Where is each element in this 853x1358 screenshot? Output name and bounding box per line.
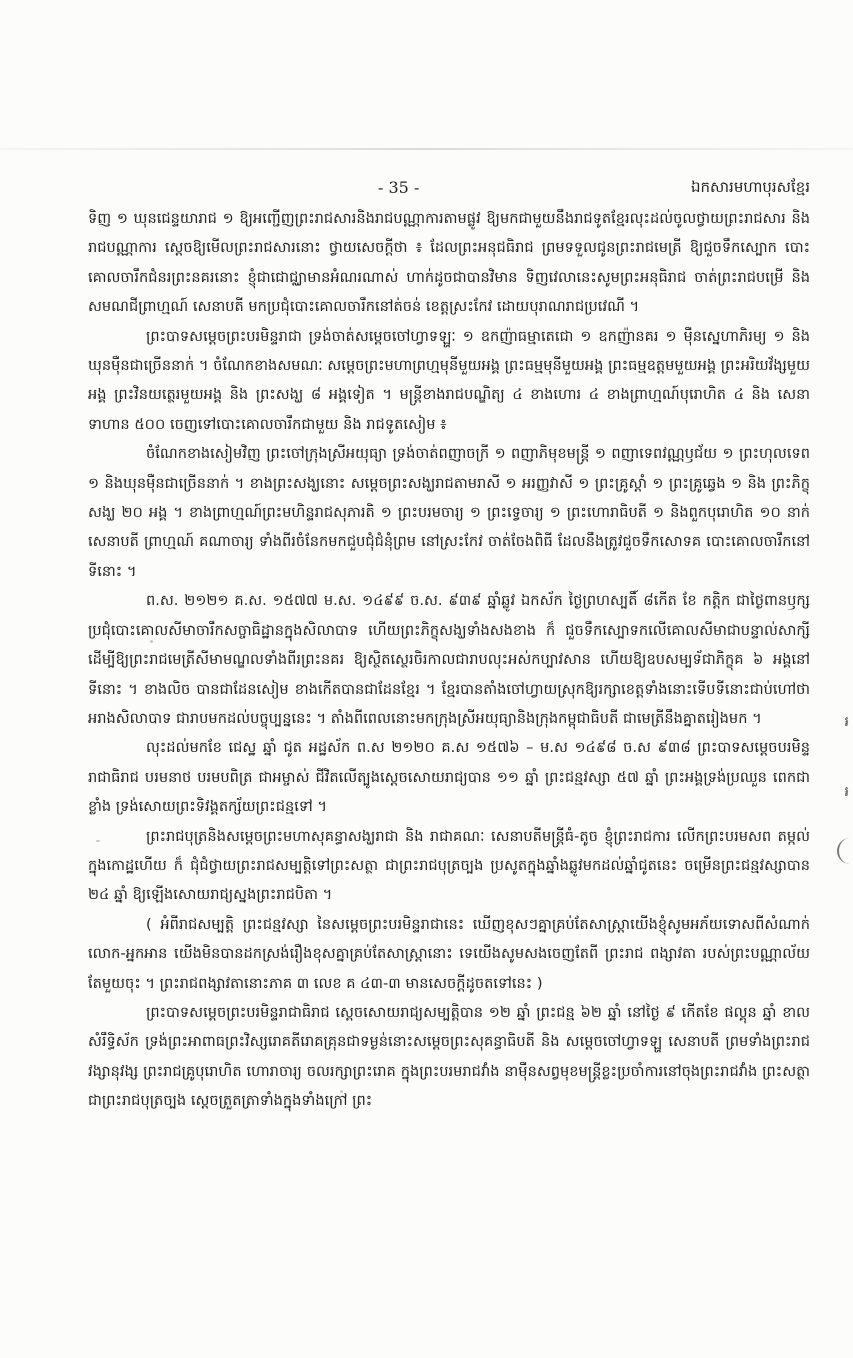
- paragraph: ព.ស. ២១២១ គ.ស. ១៥៧៧ ម.ស. ១៤៩៩ ច.ស. ៩៣៩ ឆ្នាំឆ្លូវ ឯកស័ក ថ្ងៃព្រហស្បតិ៍ ៨កើត ខែ កត្តិក ជាថ្ងៃពានឫក្ស ប្រជុំបោះគោលសីមាចារឹកសច្ចាធិដ្ឋានក្នុងសិលាបាទ ហើយព្រះភិក្ខុសង្ឃទាំងសងខាង ក៏ ជួចទឹកស្បោទកលើគោលសីមាជាបន្ទាល់សាក្សី ដើម្បីឱ្យព្រះរាជមេត្រីសីមាមណ្ឌលទាំងពីរព្រះនគរ ឱ្យស្ថិតស្ថេរចិរកាលជារាបលុះអស់កប្បាវសាន ហើយឱ្យឧបសម្បទ័ជាភិក្ខុគ ៦ អង្គនៅទីនោះ ។ ខាងលិច បានជាដែនសៀម ខាងកើតបានជាដែនខ្មែរ ។ ខ្មែរបានតាំងចៅហ្វាយស្រុកឱ្យរក្សាខេត្តទាំងនោះទើបទីនោះជាប់ហៅថា អរាងសិលាបាទ ជារាបមកដល់បច្ចុប្បន្ននេះ ។ តាំងពីពេលនោះមកក្រុងស្រីអយុធ្យានិងក្រុងកម្ពុជាធិបតី ជាមេត្រីនឹងគ្នាតរៀងមក ។: [88, 592, 810, 727]
- paragraph: លុះដល់មកខែ ជេស្ឋ ឆ្នាំ ជូត អដ្ឋស័ក ព.ស ២១២០ គ.ស ១៥៧៦ – ម.ស ១៤៩៨ ច.ស ៩៣៨ ព្រះបាទសម្តេចបរមិន្ទរាជាធិរាជ បរមនាថ បរមបពិត្រ ជាអម្ចាស់ ជីវិតលើត្បូងស្តេចសោយរាជ្យបាន ១១ ឆ្នាំ ព្រះជន្មវស្សា ៥៧ ឆ្នាំ ព្រះអង្គទ្រង់ប្រឈួន ពេកជាខ្លាំង ទ្រង់សោយព្រះទិវង្គតក្ស័យព្រះជន្មទៅ ។: [88, 739, 810, 816]
- paragraph: ចំណែកខាងសៀមវិញ ព្រះចៅក្រុងស្រីអយុធ្យា ទ្រង់ចាត់ពញាចក្រី ១ ពញាភិមុខមន្ត្រី ១ ពញាទេពវណ្ណឫជ័យ ១ ព្រះហុលទេព ១ និងឃុនម៉ឺនជាច្រើននាក់ ។ ខាងព្រះសង្ឃនោះ សម្តេចព្រះសង្ឃរាជតាមរាសី ១ អរញ្ញវាសី ១ ព្រះគ្រូស្តាំ ១ ព្រះគ្រូឆ្វេង ១ និង ព្រះភិក្ខុសង្ឃ ២០ អង្គ ។ ខាងព្រាហ្មណ៍ព្រះមហិន្ទរាជសុភារតិ ១ ព្រះបរមចារ្យ ១ ព្រះទ្វេចារ្យ ១ ព្រះហោរាធិបតី ១ និងពួកបុរោហិត ១០ នាក់ សេនាបតី ព្រាហ្មណ៍ គណាចារ្យ ទាំងពីរចំនែកមកជួបជុំជំនុំព្រម នៅស្រះកែវ ចាត់ចែងពិធី ដែលនឹងត្រូវជួចទឹកសោទគ បោះគោលចារឹកនៅទីនោះ ។: [88, 445, 810, 580]
- header-title: ឯកសារមហាបុរសខ្មែរ: [690, 178, 810, 196]
- paragraph: ទិញ ១ ឃុនជេន្ទយារាជ ១ ឱ្យអញ្ជើញព្រះរាជសារនិងរាជបណ្ណាការតាមផ្លូវ ឱ្យមកជាមួយនឹងរាជទូតខ្មែរលុះដល់ចូលថ្វាយព្រះរាជសារ និង រាជបណ្ណាការ ស្តេចឱ្យមើលព្រះរាជសារនោះ ថ្វាយសេចក្តីថា ៖ ដែលព្រះអនុជធិរាជ ព្រមទទួលជូនព្រះរាជមេត្រី ឱ្យជួចទឹកស្បោក បោះគោលចារឹកជំនរព្រះនគរនោះ ខ្ញុំជាជោជ្ឈាមានអំណរណាស់ ហាក់ដូចជាបានវិមាន ទិញវេលានេះសូមព្រះអនុធិរាជ ចាត់ព្រះរាជបម្រើ និង សមណជីព្រាហ្មណ៍ សេនាបតី មកប្រជុំបោះគោលចារឹកនៅត់ចន់ ខេត្តស្រះកែវ ដោយបុរាណរាជប្រវេណី ។: [88, 210, 810, 316]
- paragraph: ( អំពីរាជសម្បត្តិ ព្រះជន្មវស្សា នៃសម្តេចព្រះបរមិន្ទរាជានេះ ឃើញខុសៗគ្នាគ្រប់តែសាស្ត្រាយើងខ្ញុំសូមអភ័យទោសពីសំណាក់ លោក-អ្នកអាន យើងមិនបានដកស្រង់រឿងខុសគ្នាគ្រប់តែសាស្ត្រានោះ ទេយើងសូមសងចេញតែពី ព្រះរាជ ពង្សាវតា របស់ព្រះបណ្ណាល័យតែមួយចុះ ។ ព្រះរាជពង្សាវតានោះភាគ ៣ លេខ គ ៤៣-៣ មានសេចក្តីដូចតទៅនេះ ): [88, 915, 810, 992]
- paragraph: ព្រះបាទសម្តេចព្រះបរមិន្ទរាជាធិរាជ ស្តេចសោយរាជ្យសម្បត្តិបាន ១២ ឆ្នាំ ព្រះជន្ម ៦២ ឆ្នាំ នៅថ្ងៃ ៩ កើតខែ ផល្គុន ឆ្នាំ ខាល សំរឹទ្ធិស័ក ទ្រង់ព្រះអាពាធព្រះវិស្សរោគតីរោគគ្រុនជាទម្ងន់នោះសម្តេចព្រះសុគន្ធាធិបតី និង សម្តេចចៅហ្វាទឡ្ហ សេនាបតី ព្រមទាំងព្រះរាជវង្សានុវង្ស ព្រះរាជគ្រូបុរោហិត ហោរាចារ្យ ចលរក្សាព្រះរោគ ក្នុងព្រះបរមរាជវាំង នាម៉ឺនសព្វមុខមន្ត្រីខ្លះប្រចាំការនៅចុងព្រះរាជវាំង ព្រះសត្ថាជាព្រះរាជបុត្រច្បង ស្តេចត្រួតត្រាទាំងក្នុងទាំងក្រៅ ព្រះ: [88, 1003, 810, 1110]
- page-header: [80, 178, 810, 202]
- body-text: [88, 204, 810, 1339]
- margin-mark: ៛: [844, 784, 849, 800]
- paragraph: ព្រះរាជបុត្រនិងសម្តេចព្រះមហាសុគន្ធាសង្ឃរាជា និង រាជាគណៈ សេនាបតីមន្ត្រីធំ-តូច ខ្ញុំព្រះរាជការ លើកព្រះបរមសព តម្កល់ក្នុងកោដ្ឋហើយ ក៏ ជុំជំថ្វាយព្រះរាជសម្បត្តិទៅព្រះសត្ថា ជាព្រះរាជបុត្រច្បង ប្រសូតក្នុងឆ្នាំងឆ្លូវមកដល់ឆ្នាំជូតនេះ ចម្រើនព្រះជន្មវស្សាបាន ២៤ ឆ្នាំ ឱ្យឡើងសោយរាជ្យស្នងព្រះរាជបិតា ។: [88, 827, 810, 904]
- margin-mark: ៛: [844, 714, 849, 730]
- page-edge-mark: [837, 838, 853, 864]
- page-number: - 35 -: [378, 178, 420, 197]
- paragraph: ព្រះបាទសម្តេចព្រះបរមិន្ទរាជា ទ្រង់ចាត់សម្តេចចៅហ្វាទឡ្ហៈ ១ ឧកញ៉ាធម្មាតេជោ ១ ឧកញ៉ានគរ ១ ម៉ឺនស្នេហាភិរម្យ ១ និង ឃុនម៉ឺនជាច្រើននាក់ ។ ចំណែកខាងសមណៈ សម្តេចព្រះមហាព្រហ្មមុនីមួយអង្គ ព្រះធម្មមុនីមួយអង្គ ព្រះធម្មឧត្តមមួយអង្គ ព្រះអរិយវ័ង្សមួយអង្គ ព្រះវិនយត្ថេរមួយអង្គ និង ព្រះសង្ឃ ៨ អង្គទៀត ។ មន្ត្រីខាងរាជបណ្ឌិត្យ ៤ ខាងហោរ ៤ ខាងព្រាហ្មណ៍បុរោហិត ៤ និង សេនាទាហាន ៥០០ ចេញទៅបោះគោលចារឹកជាមួយ និង រាជទូតសៀម ៖: [88, 327, 810, 433]
- scan-artifact-line: [0, 148, 853, 150]
